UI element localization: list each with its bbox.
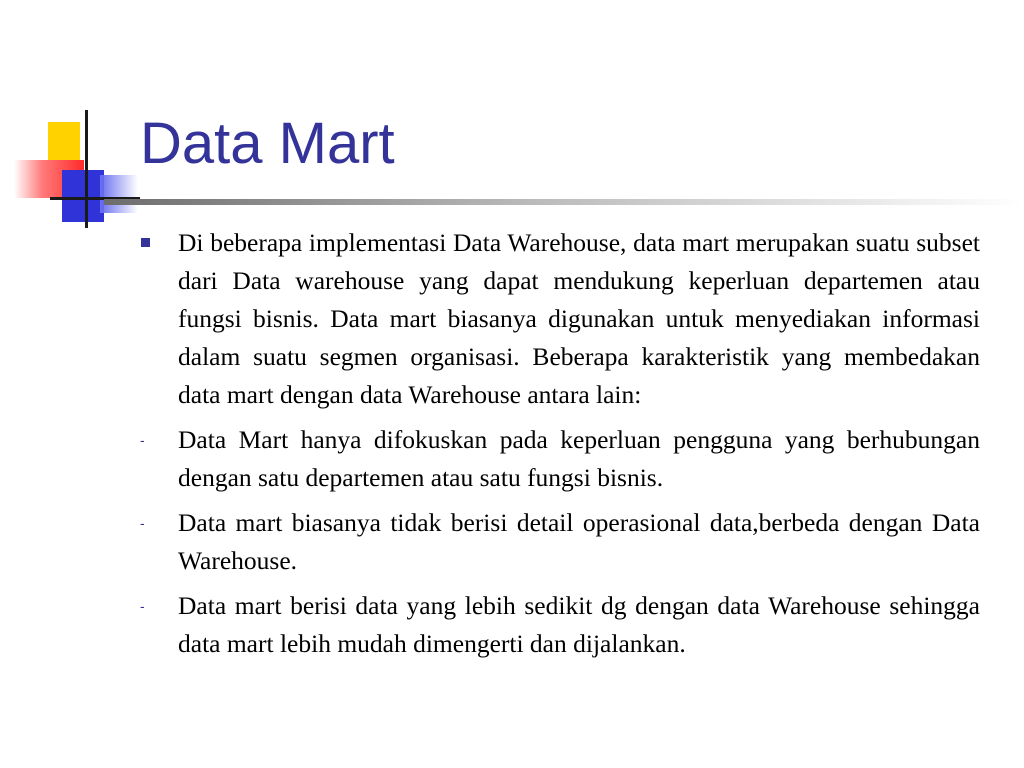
vertical-line-decoration bbox=[85, 110, 88, 228]
dash-bullet-icon: - bbox=[140, 515, 145, 531]
dash-bullet-icon: - bbox=[140, 598, 145, 614]
slide-body bbox=[138, 224, 980, 670]
list-item bbox=[138, 587, 980, 663]
list-item-text: Data mart biasanya tidak berisi detail operasional data,berbeda dengan Data Warehouse. bbox=[178, 508, 980, 575]
title-underline bbox=[104, 199, 1024, 205]
list-item bbox=[138, 504, 980, 580]
list-item-text: Data mart berisi data yang lebih sedikit dg dengan data Warehouse sehingga data mart lebih mudah dimengerti dan dijalankan. bbox=[178, 591, 980, 658]
intro-paragraph bbox=[138, 224, 980, 414]
list-item-text: Data Mart hanya difokuskan pada keperluan pengguna yang berhubungan dengan satu departemen atau satu fungsi bisnis. bbox=[178, 425, 980, 492]
blue-fade-decoration bbox=[100, 175, 138, 213]
dash-bullet-icon: - bbox=[140, 432, 145, 448]
slide-title: Data Mart bbox=[140, 111, 395, 176]
intro-text: Di beberapa implementasi Data Warehouse, data mart merupakan suatu subset dari Data warehouse yang dapat mendukung keperluan departemen atau fungsi bisnis. Data mart biasanya digunakan untuk menyediakan informasi dalam suatu segmen organisasi. Beberapa karakteristik yang membedakan data mart dengan data Warehouse antara lain: bbox=[178, 228, 980, 409]
blue-square-decoration bbox=[62, 170, 104, 222]
list-item bbox=[138, 421, 980, 497]
square-bullet-icon bbox=[141, 238, 150, 247]
